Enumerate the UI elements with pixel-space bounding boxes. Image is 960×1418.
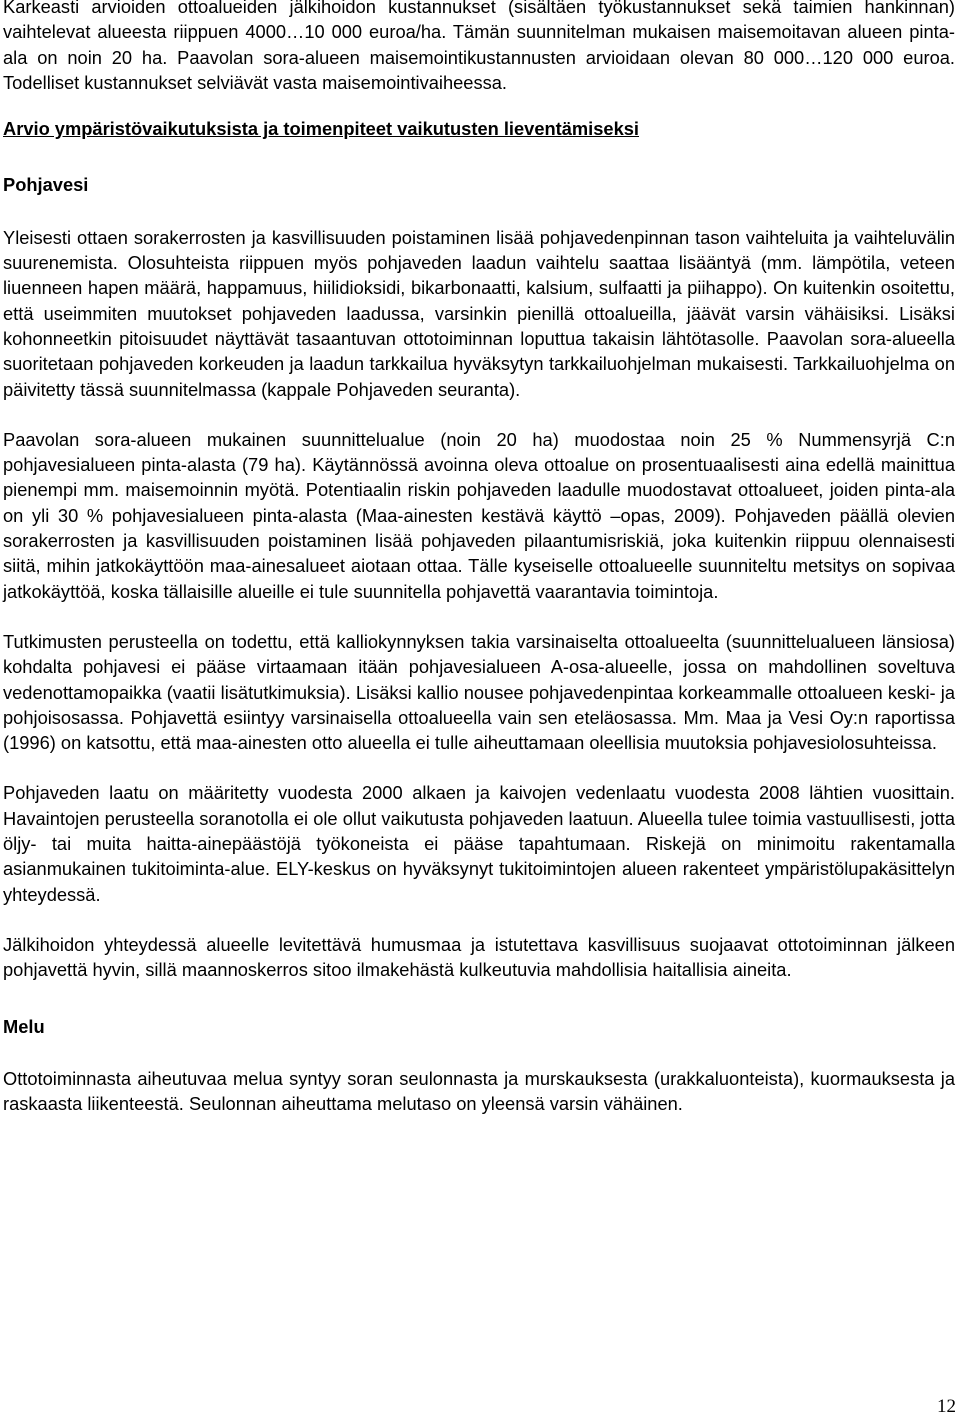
section-heading: Arvio ympäristövaikutuksista ja toimenpiteet vaikutusten lieventämiseksi bbox=[3, 118, 640, 140]
pohjavesi-paragraph-2: Paavolan sora-alueen mukainen suunnittelualue (noin 20 ha) muodostaa noin 25 % Nummensyrjä C:n pohjavesialueen pinta-alasta (79 ha). Käytännössä avoinna oleva ottoalue on prosentuaalisesti aina edellä mainittua pienempi mm. maisemoinnin myötä. Potentiaalin riskin pohjaveden laadulle muodostavat ottoalueet, joiden pinta-ala on yli 30 % pohjavesialueen pinta-alasta (Maa-ainesten kestävä käyttö –opas, 2009). Pohjaveden päällä olevien sorakerrosten ja kasvillisuuden poistaminen lisää pohjaveden pilaantumisriskiä, joka kuitenkin riippuu olennaisesti siitä, mihin jatkokäyttöön maa-ainesalueet aiotaan ottaa. Tälle kyseiselle ottoalueelle suunniteltu metsitys on sopivaa jatkokäyttöä, koska tällaisille alueille ei tule suunnitella pohjavettä vaarantavia toimintoja. bbox=[3, 428, 955, 602]
subsection-heading-pohjavesi: Pohjavesi bbox=[3, 174, 89, 196]
subsection-heading-melu: Melu bbox=[3, 1015, 45, 1037]
melu-paragraph-1: Ottotoiminnasta aiheutuvaa melua syntyy soran seulonnasta ja murskauksesta (urakkaluonteista), kuormauksesta ja raskaasta liikenteestä. Seulonnan aiheuttama melutaso on yleensä varsin vähäinen. bbox=[3, 1067, 955, 1115]
intro-paragraph: Karkeasti arvioiden ottoalueiden jälkihoidon kustannukset (sisältäen työkustannukset sekä taimien hankinnan) vaihtelevat alueesta riippuen 4000…10 000 euroa/ha. Tämän suunnitelman mukaisen maisemoitavan alueen pinta-ala on noin 20 ha. Paavolan sora-alueen maisemointikustannusten arvioidaan olevan 80 000…120 000 euroa. Todelliset kustannukset selviävät vasta maisemointivaiheessa. bbox=[3, 0, 955, 93]
page-number: 12 bbox=[937, 1396, 956, 1417]
pohjavesi-paragraph-1: Yleisesti ottaen sorakerrosten ja kasvillisuuden poistaminen lisää pohjavedenpinnan tason vaihteluita ja vaihteluvälin suurenemista. Olosuhteista riippuen myös pohjaveden laadun vaihtelu saattaa lisääntyä (mm. lämpötila, veteen liuenneen hapen määrä, happamuus, hiilidioksidi, bikarbonaatti, kalsium, sulfaatti ja piihappo). On kuitenkin osoitettu, että useimmiten muutokset pohjaveden laadussa, varsinkin pienillä ottoalueilla, jäävät varsin vähäisiksi. Lisäksi kohonneetkin pitoisuudet näyttävät tasaantuvan ottotoiminnan loputtua takaisin lähtötasolle. Paavolan sora-alueella suoritetaan pohjaveden korkeuden ja laadun tarkkailua hyväksytyn tarkkailuohjelman mukaisesti. Tarkkailuohjelma on päivitetty tässä suunnitelmassa (kappale Pohjaveden seuranta). bbox=[3, 226, 955, 400]
pohjavesi-paragraph-5: Jälkihoidon yhteydessä alueelle levitettävä humusmaa ja istutettava kasvillisuus suojaavat ottotoiminnan jälkeen pohjavettä hyvin, sillä maannoskerros sitoo ilmakehästä kulkeutuvia mahdollisia haitallisia aineita. bbox=[3, 933, 955, 981]
pohjavesi-paragraph-4: Pohjaveden laatu on määritetty vuodesta 2000 alkaen ja kaivojen vedenlaatu vuodesta 2008 lähtien vuosittain. Havaintojen perusteella soranotolla ei ole ollut vaikutusta pohjaveden laatuun. Alueella tulee toimia vastuullisesti, jotta öljy- tai muita haitta-ainepäästöjä työkoneista ei pääse tapahtumaan. Riskejä on minimoitu rakentamalla asianmukainen tukitoimintа-alue. ELY-keskus on hyväksynyt tukitoimintojen alueen rakenteet ympäristölupakäsittelyn yhteydessä. bbox=[3, 782, 955, 905]
pohjavesi-paragraph-3: Tutkimusten perusteella on todettu, että kalliokynnyksen takia varsinaiselta ottoalueelta (suunnittelualueen länsiosa) kohdalta pohjavesi ei pääse virtaamaan itään pohjavesialueen A-osa-alueelle, jossa on mahdollinen soveltuva vedenottamopaikka (vaatii lisätutkimuksia). Lisäksi kallio nousee pohjavedenpintaa korkeammalle ottoalueen keski- ja pohjoisosassa. Pohjavettä esiintyy varsinaisella ottoalueella vain sen eteläosassa. Mm. Maa ja Vesi Oy:n raportissa (1996) on katsottu, että maa-ainesten otto alueella ei tulle aiheuttamaan oleellisia muutoksia pohjavesiolosuhteissa. bbox=[3, 630, 955, 754]
document-page bbox=[3, 0, 955, 1116]
